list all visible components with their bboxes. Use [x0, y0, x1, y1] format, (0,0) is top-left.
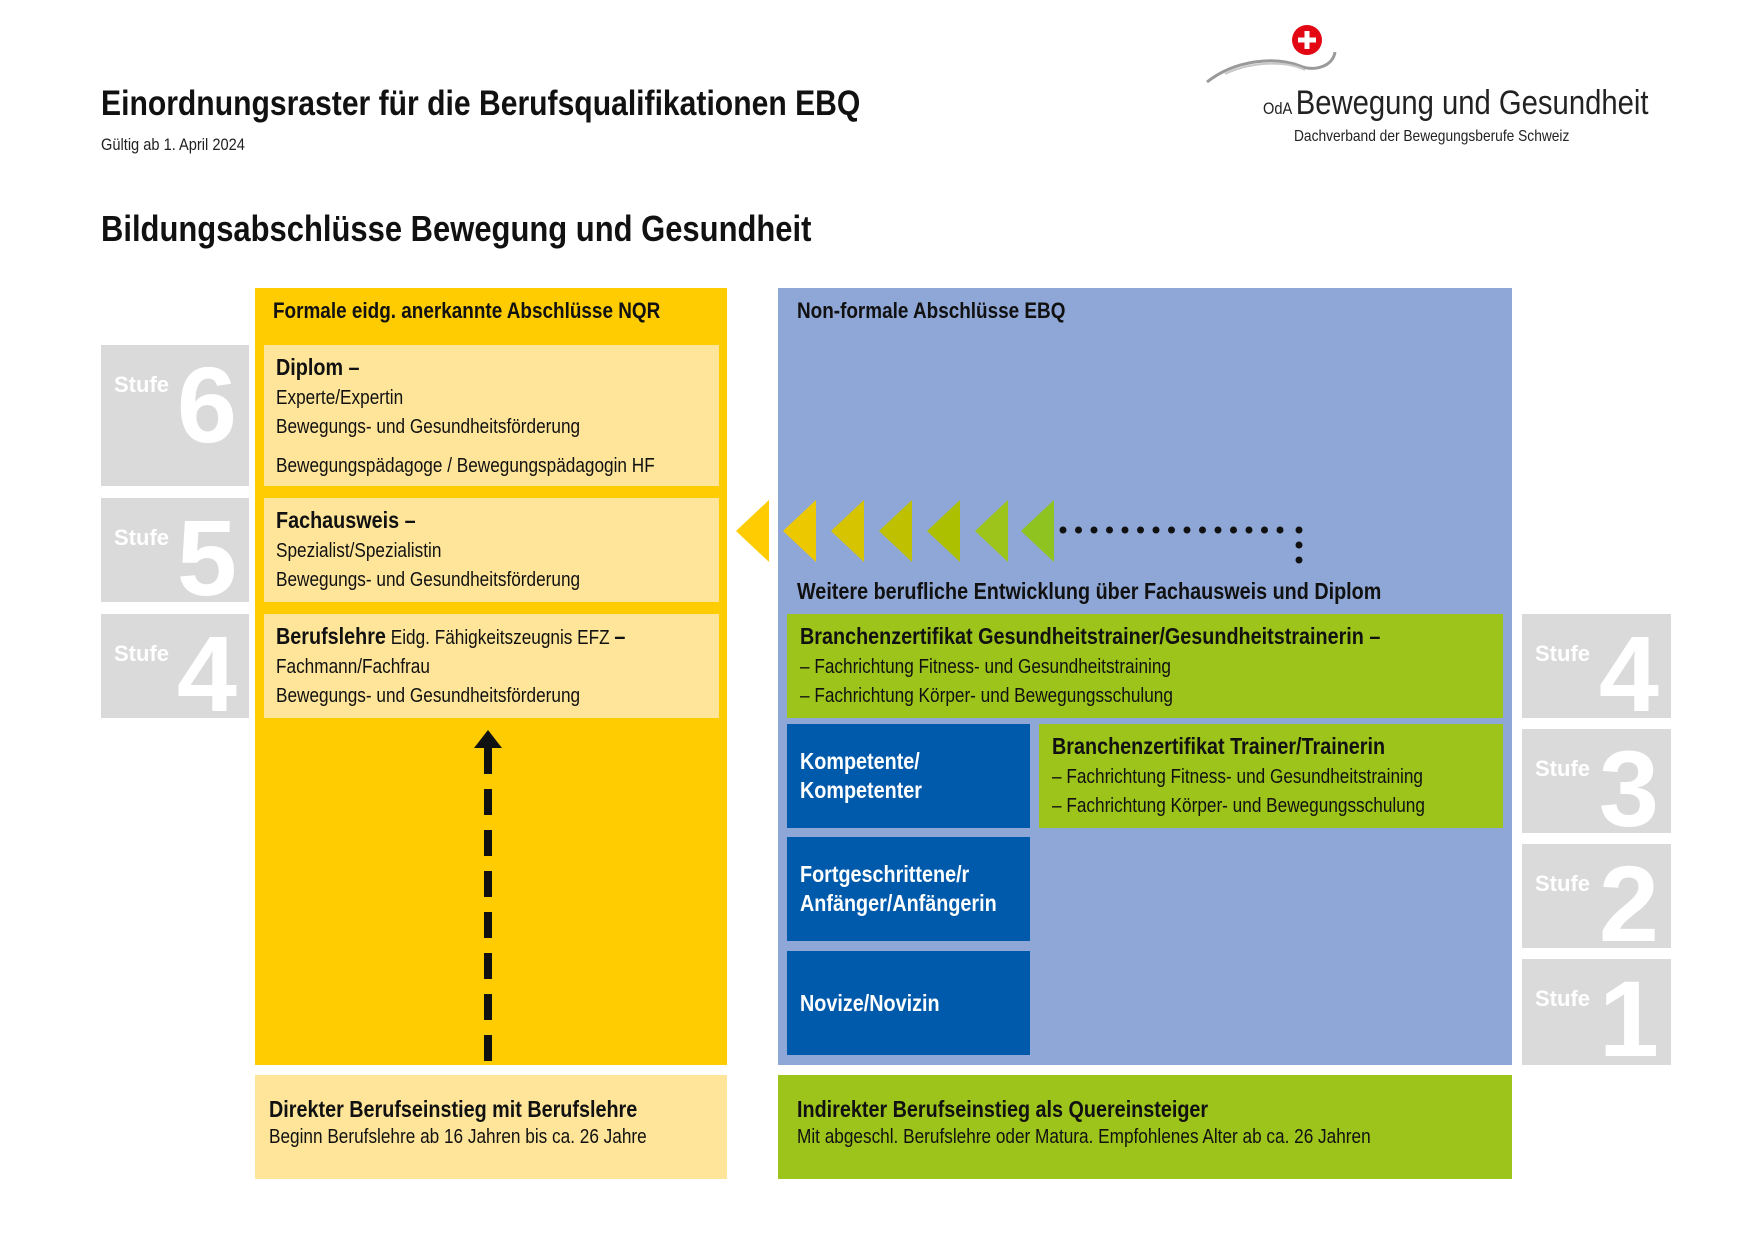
swiss-cross-icon	[1292, 25, 1322, 55]
stufe-4-left: Stufe 4	[101, 614, 249, 718]
logo-prefix: OdA	[1263, 99, 1293, 118]
chevron-left-icon	[736, 498, 1056, 566]
stufe-number: 4	[1598, 614, 1659, 718]
logo-name: OdA Bewegung und Gesundheit	[1263, 84, 1649, 122]
logo-swoosh-icon	[1205, 22, 1345, 87]
stufe-1-right: Stufe 1	[1522, 959, 1671, 1065]
fortgeschrittene-box: Fortgeschrittene/r Anfänger/Anfängerin	[787, 837, 1030, 941]
berufslehre-box: Berufslehre Eidg. Fähigkeitszeugnis EFZ – Fachmann/Fachfrau Bewegungs- und Gesundheitsförderung	[264, 614, 719, 718]
gesundheitstrainer-box: Branchenzertifikat Gesundheitstrainer/Gesundheitstrainerin – – Fachrichtung Fitness- und Gesundheitstraining – Fachrichtung Körper- und Bewegungsschulung	[787, 614, 1503, 718]
stufe-number: 4	[176, 614, 237, 718]
stufe-2-right: Stufe 2	[1522, 844, 1671, 948]
bottom-indirect-box: Indirekter Berufseinstieg als Quereinsteiger Mit abgeschl. Berufslehre oder Matura. Empfohlenes Alter ab ca. 26 Jahren	[778, 1075, 1512, 1179]
logo-subtitle: Dachverband der Bewegungsberufe Schweiz	[1294, 128, 1570, 145]
trainer-box: Branchenzertifikat Trainer/Trainerin – Fachrichtung Fitness- und Gesundheitstraining – Fachrichtung Körper- und Bewegungsschulung	[1039, 724, 1503, 828]
nonformal-heading: Non-formale Abschlüsse EBQ	[797, 298, 1066, 323]
section-title: Bildungsabschlüsse Bewegung und Gesundheit	[101, 208, 812, 249]
diplom-box: Diplom – Experte/Expertin Bewegungs- und Gesundheitsförderung Bewegungspädagoge / Bewegungspädagogin HF	[264, 345, 719, 486]
stufe-6-left: Stufe 6	[101, 345, 249, 486]
novize-box: Novize/Novizin	[787, 951, 1030, 1055]
stufe-3-right: Stufe 3	[1522, 729, 1671, 833]
bottom-direct-box: Direkter Berufseinstieg mit Berufslehre Beginn Berufslehre ab 16 Jahren bis ca. 26 Jahre	[255, 1075, 727, 1179]
stufe-number: 6	[176, 345, 237, 465]
kompetente-box: Kompetente/ Kompetenter	[787, 724, 1030, 828]
page-title: Einordnungsraster für die Berufsqualifikationen EBQ	[101, 84, 861, 123]
stufe-4-right: Stufe 4	[1522, 614, 1671, 718]
valid-date: Gültig ab 1. April 2024	[101, 135, 245, 154]
formal-heading: Formale eidg. anerkannte Abschlüsse NQR	[273, 298, 661, 323]
stufe-number: 1	[1598, 959, 1659, 1065]
arrow-up-icon	[470, 728, 506, 1066]
stufe-number: 3	[1598, 729, 1659, 833]
dotted-connector	[1057, 522, 1307, 567]
stufe-number: 2	[1598, 844, 1659, 948]
stufe-number: 5	[176, 498, 237, 602]
fachausweis-box: Fachausweis – Spezialist/Spezialistin Bewegungs- und Gesundheitsförderung	[264, 498, 719, 602]
weiter-label: Weitere berufliche Entwicklung über Fachausweis und Diplom	[797, 578, 1382, 604]
stufe-5-left: Stufe 5	[101, 498, 249, 602]
